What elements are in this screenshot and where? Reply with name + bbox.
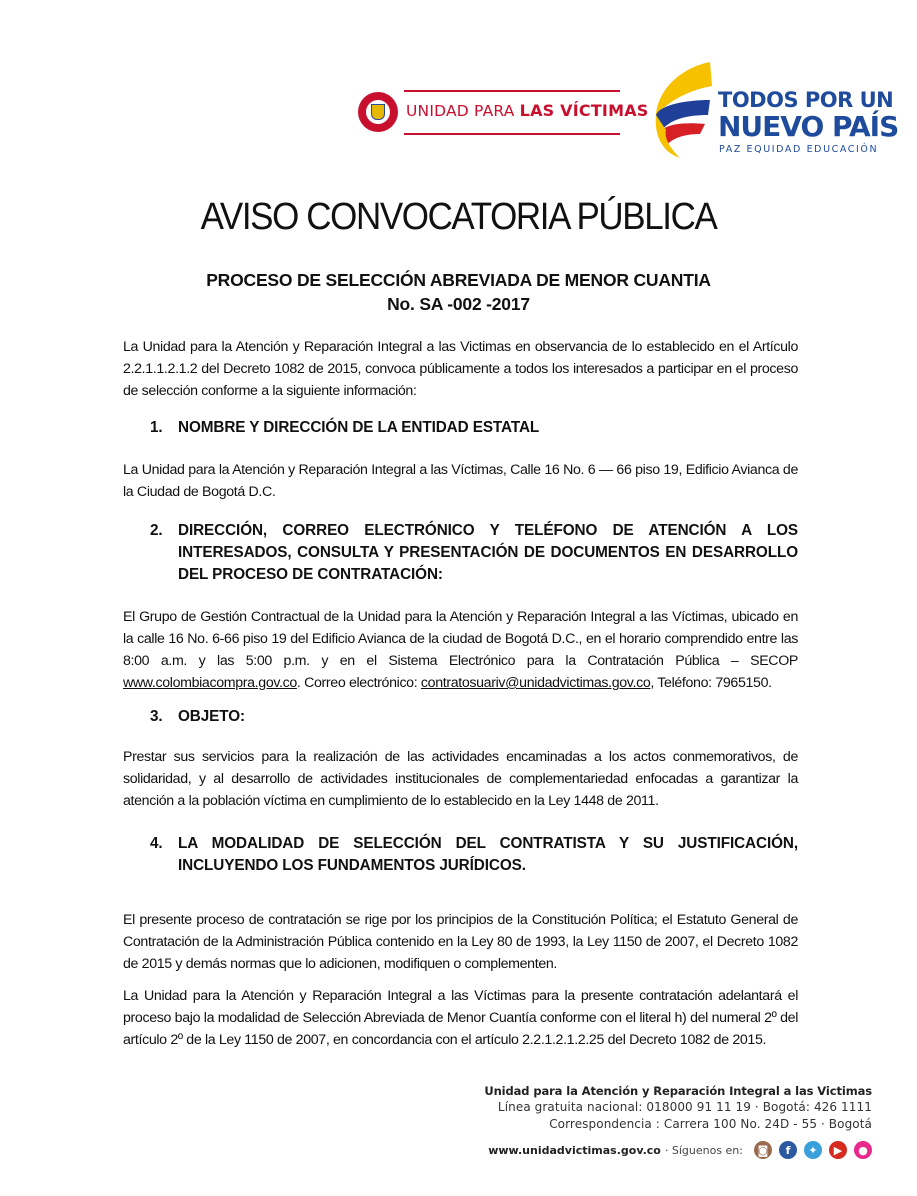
document-title: AVISO CONVOCATORIA PÚBLICA: [200, 196, 717, 238]
instagram-icon[interactable]: ◙: [754, 1141, 772, 1159]
section-number: 1.: [150, 419, 163, 436]
section-heading-text: LA MODALIDAD DE SELECCIÓN DEL CONTRATISTA Y SU JUSTIFICACIÓN, INCLUYENDO LOS FUNDAMENTOS JURÍDICOS.: [178, 835, 798, 874]
section-heading-text: OBJETO:: [178, 708, 246, 725]
logo-todos-tagline: PAZ EQUIDAD EDUCACIÓN: [719, 144, 879, 155]
colombia-flag-swoosh-icon: [650, 60, 720, 160]
logo-todos-line2: NUEVO PAÍS: [718, 110, 899, 143]
footer-website-link[interactable]: www.unidadvictimas.gov.co: [488, 1143, 661, 1157]
section-2-body-text: . Correo electrónico:: [296, 675, 421, 691]
youtube-icon[interactable]: ▶: [829, 1141, 847, 1159]
colombia-seal-icon: [358, 92, 398, 132]
footer-organization: Unidad para la Atención y Reparación Integral a las Victimas: [484, 1084, 872, 1098]
flickr-icon[interactable]: ●: [854, 1141, 872, 1159]
section-2-body-text: El Grupo de Gestión Contractual de la Unidad para la Atención y Reparación Integral a las Víctimas, ubicado en la calle 16 No. 6-66 piso 19 del Edificio Avianca de la ciudad de Bogotá D.C., en el horario comprendido entre las 8:00 a.m. y las 5:00 p.m. y en el Sistema Electrónico para la Contratación Pública – SECOP: [123, 609, 798, 669]
section-4-body-2: La Unidad para la Atención y Reparación Integral a las Víctimas para la presente contratación adelantará el proceso bajo la modalidad de Selección Abreviada de Menor Cuantía conforme con el literal h) del numeral 2º del artículo 2º de la Ley 1150 de 2007, en concordancia con el artículo 2.2.1.2.1.2.25 del Decreto 1082 de 2015.: [123, 988, 798, 1048]
facebook-icon[interactable]: f: [779, 1141, 797, 1159]
section-1-heading: [150, 417, 798, 439]
section-heading-text: DIRECCIÓN, CORREO ELECTRÓNICO Y TELÉFONO DE ATENCIÓN A LOS INTERESADOS, CONSULTA Y PRESENTACIÓN DE DOCUMENTOS EN DESARROLLO DEL PROCESO DE CONTRATACIÓN:: [178, 522, 798, 583]
section-number: 3.: [150, 708, 163, 725]
section-3-heading: [150, 706, 798, 728]
logo-rule-bottom: [404, 133, 620, 135]
logo-todos-line1: TODOS POR UN: [718, 88, 894, 112]
unidad-victimas-logo: [358, 88, 649, 140]
footer-phone: Línea gratuita nacional: 018000 91 11 19 · Bogotá: 426 1111: [497, 1100, 872, 1114]
section-2-body: [123, 606, 798, 694]
section-3-body: Prestar sus servicios para la realización de las actividades encaminadas a los actos conmemorativos, de solidaridad, y al desarrollo de actividades institucionales de complementariedad enfocadas a garantizar la atención a la población víctima en cumplimiento de lo establecido en la Ley 1448 de 2011.: [123, 749, 798, 809]
twitter-icon[interactable]: ✦: [804, 1141, 822, 1159]
email-link[interactable]: contratosuariv@unidadvictimas.gov.co: [420, 675, 651, 691]
logo-unidad-bold: LAS VÍCTIMAS: [519, 101, 649, 120]
logo-rule-top: [404, 90, 620, 92]
section-4-body: El presente proceso de contratación se rige por los principios de la Constitución Política; el Estatuto General de Contratación de la Administración Pública contenido en la Ley 80 de 1993, la Ley 1150 de 2007, el Decreto 1082 de 2015 y demás normas que lo adicionen, modifiquen o complementen.: [123, 912, 798, 972]
section-2-heading: [150, 520, 798, 586]
process-title: PROCESO DE SELECCIÓN ABREVIADA DE MENOR CUANTIA: [206, 270, 711, 290]
todos-por-un-nuevo-pais-logo: [650, 60, 899, 160]
section-4-heading: [150, 833, 798, 877]
section-number: 2.: [150, 522, 163, 539]
logo-unidad-regular: UNIDAD PARA: [406, 102, 520, 120]
section-number: 4.: [150, 835, 163, 852]
section-1-body: La Unidad para la Atención y Reparación Integral a las Víctimas, Calle 16 No. 6 — 66 piso 19, Edificio Avianca de la Ciudad de Bogotá D.C.: [123, 462, 798, 500]
process-number: No. SA -002 -2017: [387, 294, 530, 314]
section-heading-text: NOMBRE Y DIRECCIÓN DE LA ENTIDAD ESTATAL: [178, 419, 540, 436]
logo-unidad-text: [406, 101, 649, 121]
footer-follow-label: · Síguenos en:: [664, 1143, 743, 1157]
section-2-body-text: , Teléfono: 7965150.: [650, 675, 772, 691]
footer-address: Correspondencia : Carrera 100 No. 24D - 55 · Bogotá: [549, 1117, 872, 1131]
footer: [484, 1083, 872, 1159]
intro-paragraph: La Unidad para la Atención y Reparación Integral a las Victimas en observancia de lo establecido en el Artículo 2.2.1.1.2.1.2 del Decreto 1082 de 2015, convoca públicamente a todos los interesados a participar en el proceso de selección conforme a la siguiente información:: [123, 339, 798, 399]
footer-social-row: [484, 1141, 872, 1159]
secop-link[interactable]: www.colombiacompra.gov.co: [123, 675, 297, 691]
